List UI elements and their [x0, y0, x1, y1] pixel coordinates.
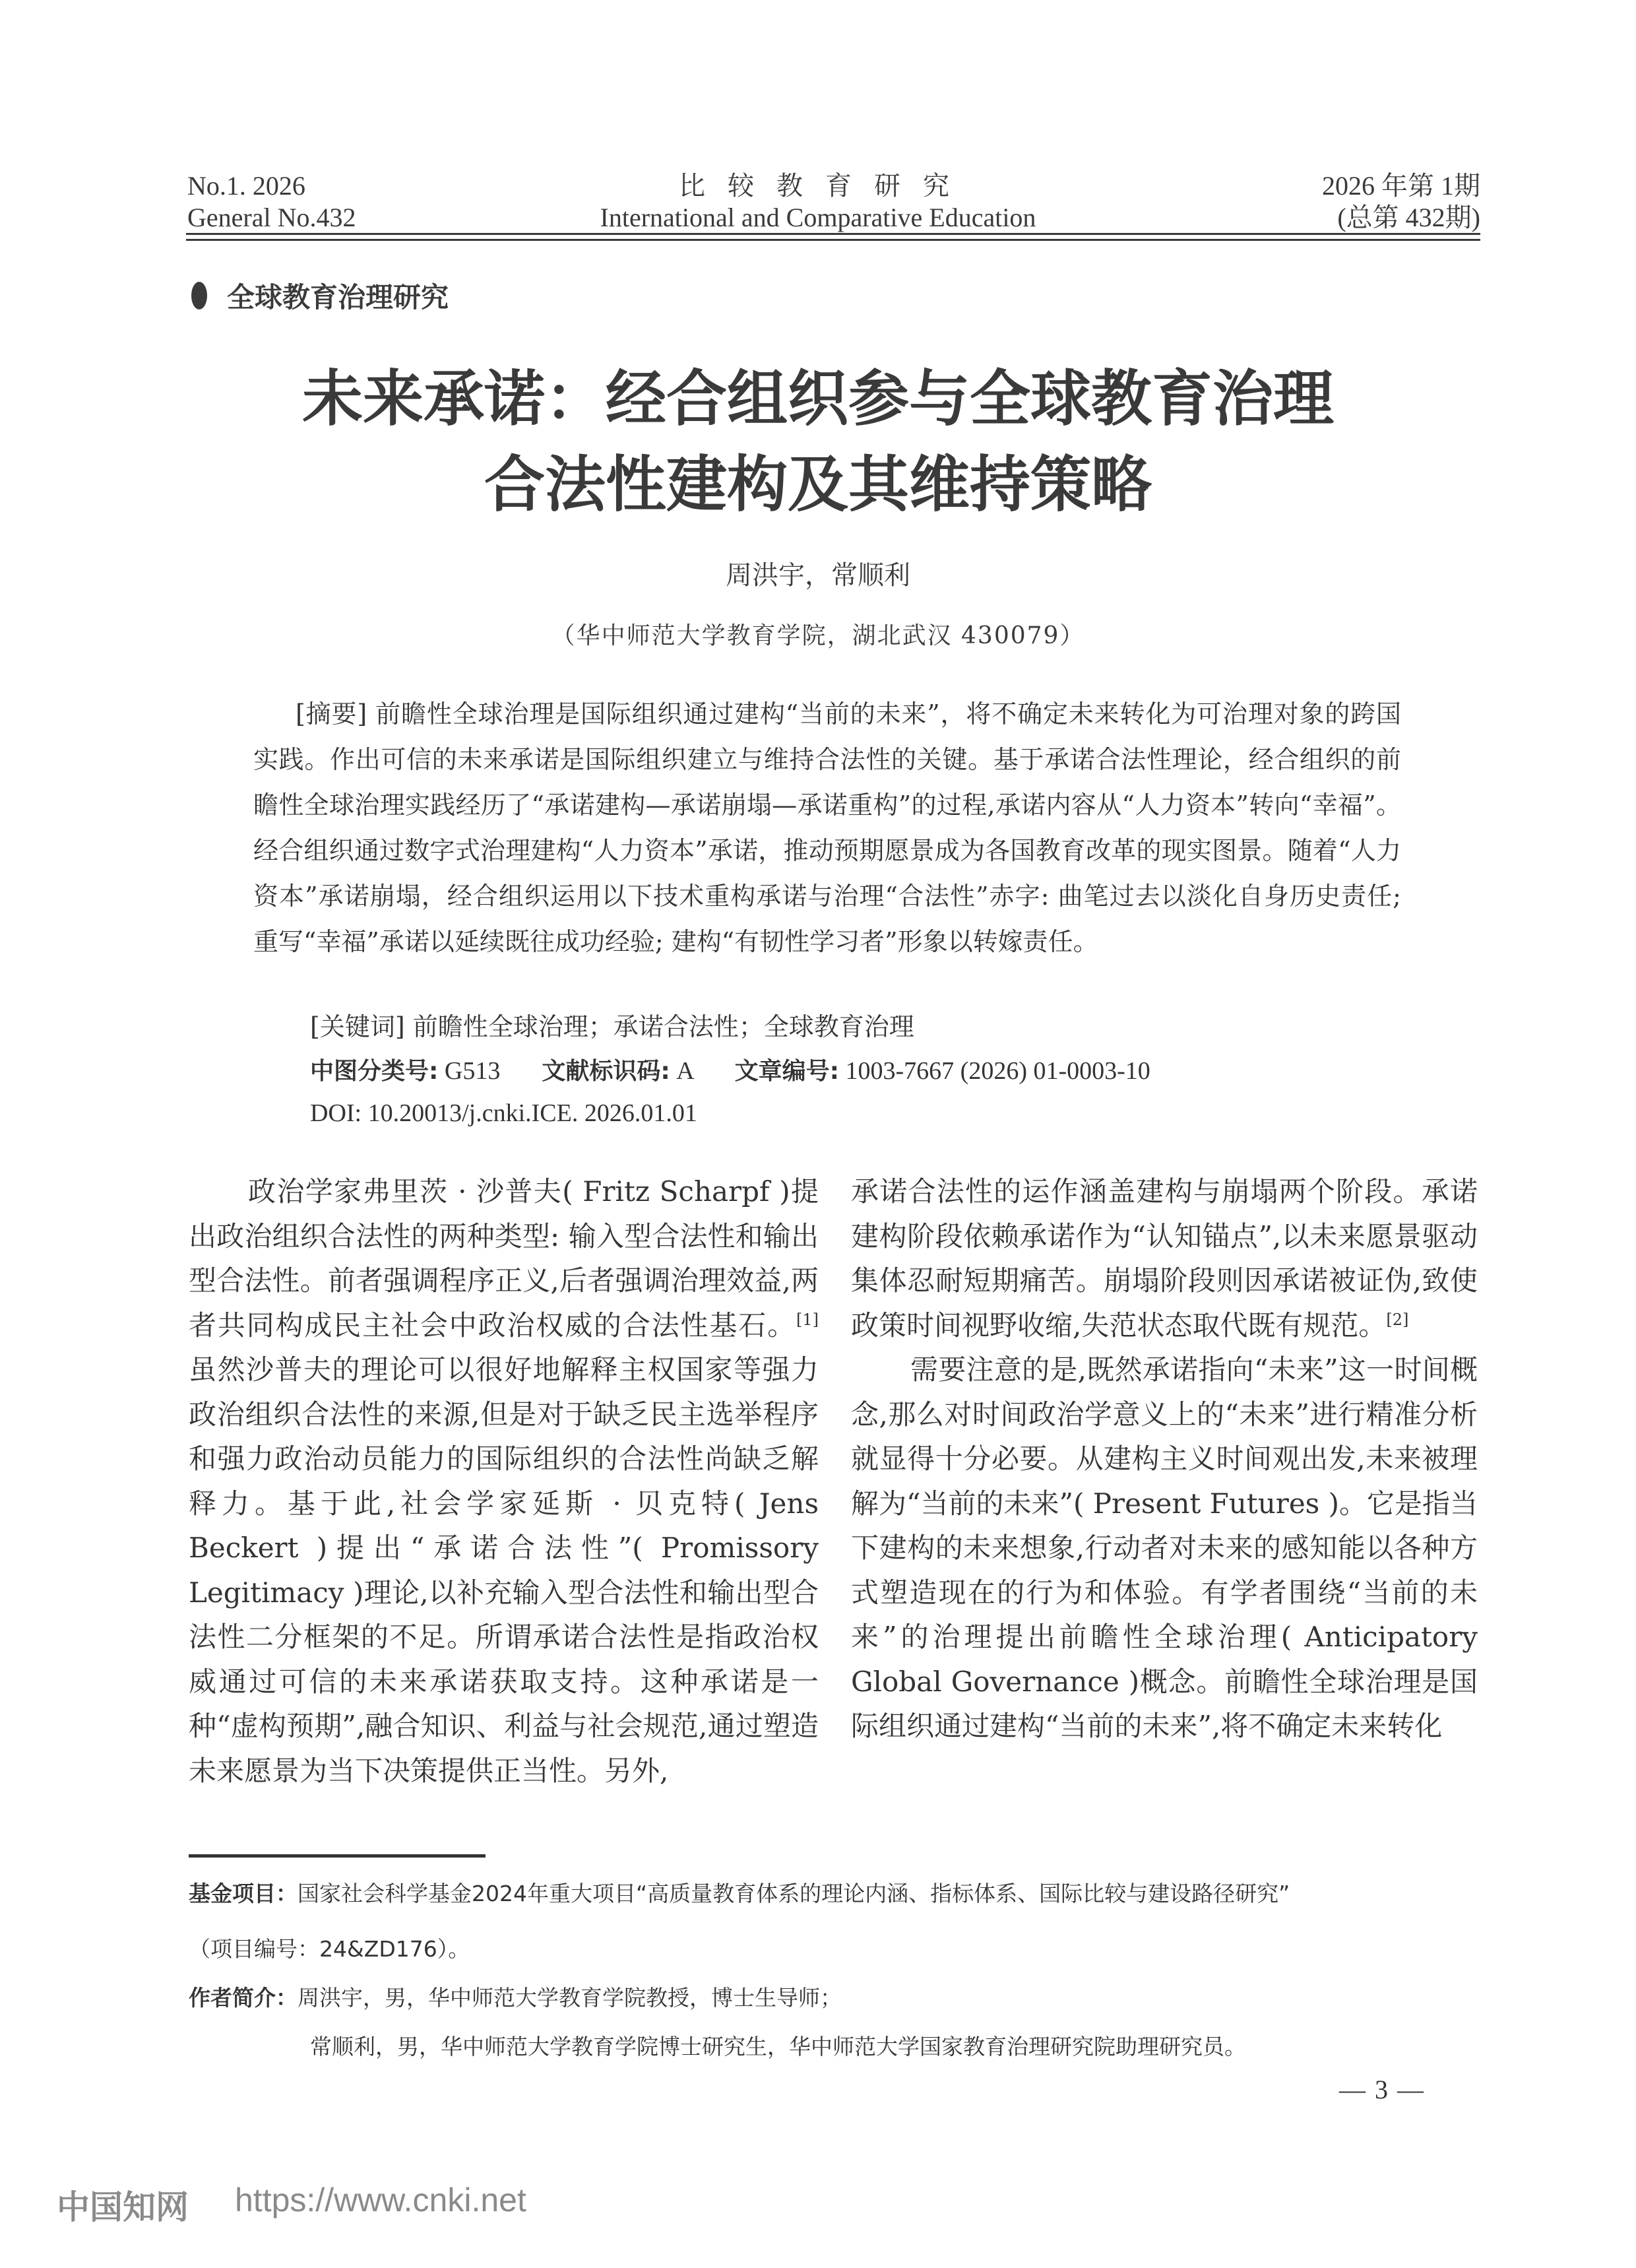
cnki-logo: 中国知网	[57, 2188, 189, 2226]
paragraph-text: 虽然沙普夫的理论可以很好地解释主权国家等强力政治组织合法性的来源,但是对于缺乏民主选举程序和强力政治动员能力的国际组织的合法性尚缺乏解释力。基于此,社会学家延斯 · 贝克特( Jens Beckert )提出“承诺合法性”( Promissory Legitimacy )理论,以补充输入型合法性和输出型合法性二分框架的不足。所谓承诺合法性是指政治权威通过可信的未来承诺获取支持。这种承诺是一种“虚构预期”,融合知识、利益与社会规范,通过塑造未来愿景为当下决策提供正当性。另外,	[189, 1353, 819, 1787]
section-label	[191, 276, 449, 315]
fund-note	[189, 1879, 1482, 1908]
article-title-line2: 合法性建构及其维持策略	[484, 449, 1152, 520]
header-rule-top	[186, 233, 1480, 235]
header-issue-info	[187, 170, 356, 234]
abstract-label: [摘要]	[296, 699, 367, 729]
fund-text: 国家社会科学基金2024年重大项目“高质量教育体系的理论内涵、指标体系、国际比较与建设路径研究”	[298, 1881, 1290, 1906]
citation-ref[interactable]: [2]	[1386, 1310, 1409, 1329]
section-text: 全球教育治理研究	[227, 281, 449, 313]
classification	[310, 1053, 1150, 1086]
general-number: General No.432	[187, 203, 356, 232]
paragraph	[189, 1169, 819, 1793]
article-number-value: 1003-7667 (2026) 01-0003-10	[845, 1057, 1150, 1085]
body-column-right	[851, 1169, 1478, 1749]
doi[interactable]: DOI: 10.20013/j.cnki.ICE. 2026.01.01	[310, 1099, 697, 1127]
article-title-line1: 未来承诺：经合组织参与全球教育治理	[301, 364, 1334, 434]
cnki-url[interactable]: https://www.cnki.net	[235, 2182, 526, 2219]
affiliation: （华中师范大学教育学院，湖北武汉 430079）	[551, 622, 1085, 649]
general-cn: (总第 432期)	[1337, 203, 1480, 232]
authors: 周洪宇，常顺利	[726, 560, 910, 591]
fund-label: 基金项目：	[189, 1881, 298, 1906]
author2-bio: 常顺利，男，华中师范大学教育学院博士研究生，华中师范大学国家教育治理研究院助理研究员。	[310, 2034, 1246, 2059]
doc-code-value: A	[676, 1057, 693, 1085]
paragraph: 需要注意的是,既然承诺指向“未来”这一时间概念,那么对时间政治学意义上的“未来”进行精准分析就显得十分必要。从建构主义时间观出发,未来被理解为“当前的未来”( Present Futures )。它是指当下建构的未来想象,行动者对未来的感知能以各种方式塑造现在的行为和体验。有学者围绕“当前的未来”的治理提出前瞻性全球治理( Anticipatory Global Governance )概念。前瞻性全球治理是国际组织通过建构“当前的未来”,将不确定未来转化	[851, 1353, 1478, 1742]
article-number-label: 文章编号:	[734, 1058, 840, 1085]
journal-name	[554, 170, 1082, 234]
page-number: — 3 —	[1339, 2075, 1425, 2104]
watermark	[57, 2181, 526, 2228]
author-note	[189, 1984, 842, 2013]
author1-bio: 周洪宇，男，华中师范大学教育学院教授，博士生导师；	[298, 1985, 842, 2011]
citation-ref[interactable]: [1]	[796, 1310, 819, 1329]
fund-code: （项目编号：24&ZD176）。	[189, 1936, 470, 1962]
author-label: 作者简介：	[189, 1985, 298, 2011]
header-rule-bottom	[186, 239, 1480, 241]
keywords-label: [关键词]	[310, 1012, 405, 1041]
keywords	[310, 1006, 914, 1043]
clc-value: G513	[444, 1057, 501, 1085]
issue-number: No.1. 2026	[187, 171, 305, 201]
issue-cn: 2026 年第 1期	[1322, 171, 1480, 201]
body-column-left	[189, 1169, 819, 1793]
paragraph-text: 承诺合法性的运作涵盖建构与崩塌两个阶段。承诺建构阶段依赖承诺作为“认知锚点”,以未来愿景驱动集体忍耐短期痛苦。崩塌阶段则因承诺被证伪,致使政策时间视野收缩,失范状态取代既有规范。	[851, 1175, 1478, 1342]
paragraph-text: 政治学家弗里茨 · 沙普夫( Fritz Scharpf )提出政治组织合法性的两种类型: 输入型合法性和输出型合法性。前者强调程序正义,后者强调治理效益,两者共同构成民主社会中政治权威的合法性基石。	[189, 1175, 819, 1342]
clc-label: 中图分类号:	[310, 1058, 439, 1085]
paragraph	[851, 1169, 1478, 1347]
abstract-text: 前瞻性全球治理是国际组织通过建构“当前的未来”，将不确定未来转化为可治理对象的跨国实践。作出可信的未来承诺是国际组织建立与维持合法性的关键。基于承诺合法性理论，经合组织的前瞻性全球治理实践经历了“承诺建构—承诺崩塌—承诺重构”的过程,承诺内容从“人力资本”转向“幸福”。经合组织通过数字式治理建构“人力资本”承诺，推动预期愿景成为各国教育改革的现实图景。随着“人力资本”承诺崩塌，经合组织运用以下技术重构承诺与治理“合法性”赤字: 曲笔过去以淡化自身历史责任; 重写“幸福”承诺以延续既往成功经验; 建构“有韧性学习者”形象以转嫁责任。	[253, 699, 1401, 956]
journal-name-en: International and Comparative Education	[600, 203, 1036, 232]
bullet-icon	[191, 282, 207, 309]
header-issue-cn	[1322, 170, 1480, 234]
footnote-divider	[189, 1854, 486, 1858]
journal-name-cn: 比 较 教 育 研 究	[679, 171, 957, 201]
doc-code-label: 文献标识码:	[542, 1058, 670, 1085]
abstract	[253, 692, 1401, 965]
keywords-text: 前瞻性全球治理；承诺合法性；全球教育治理	[412, 1012, 914, 1041]
